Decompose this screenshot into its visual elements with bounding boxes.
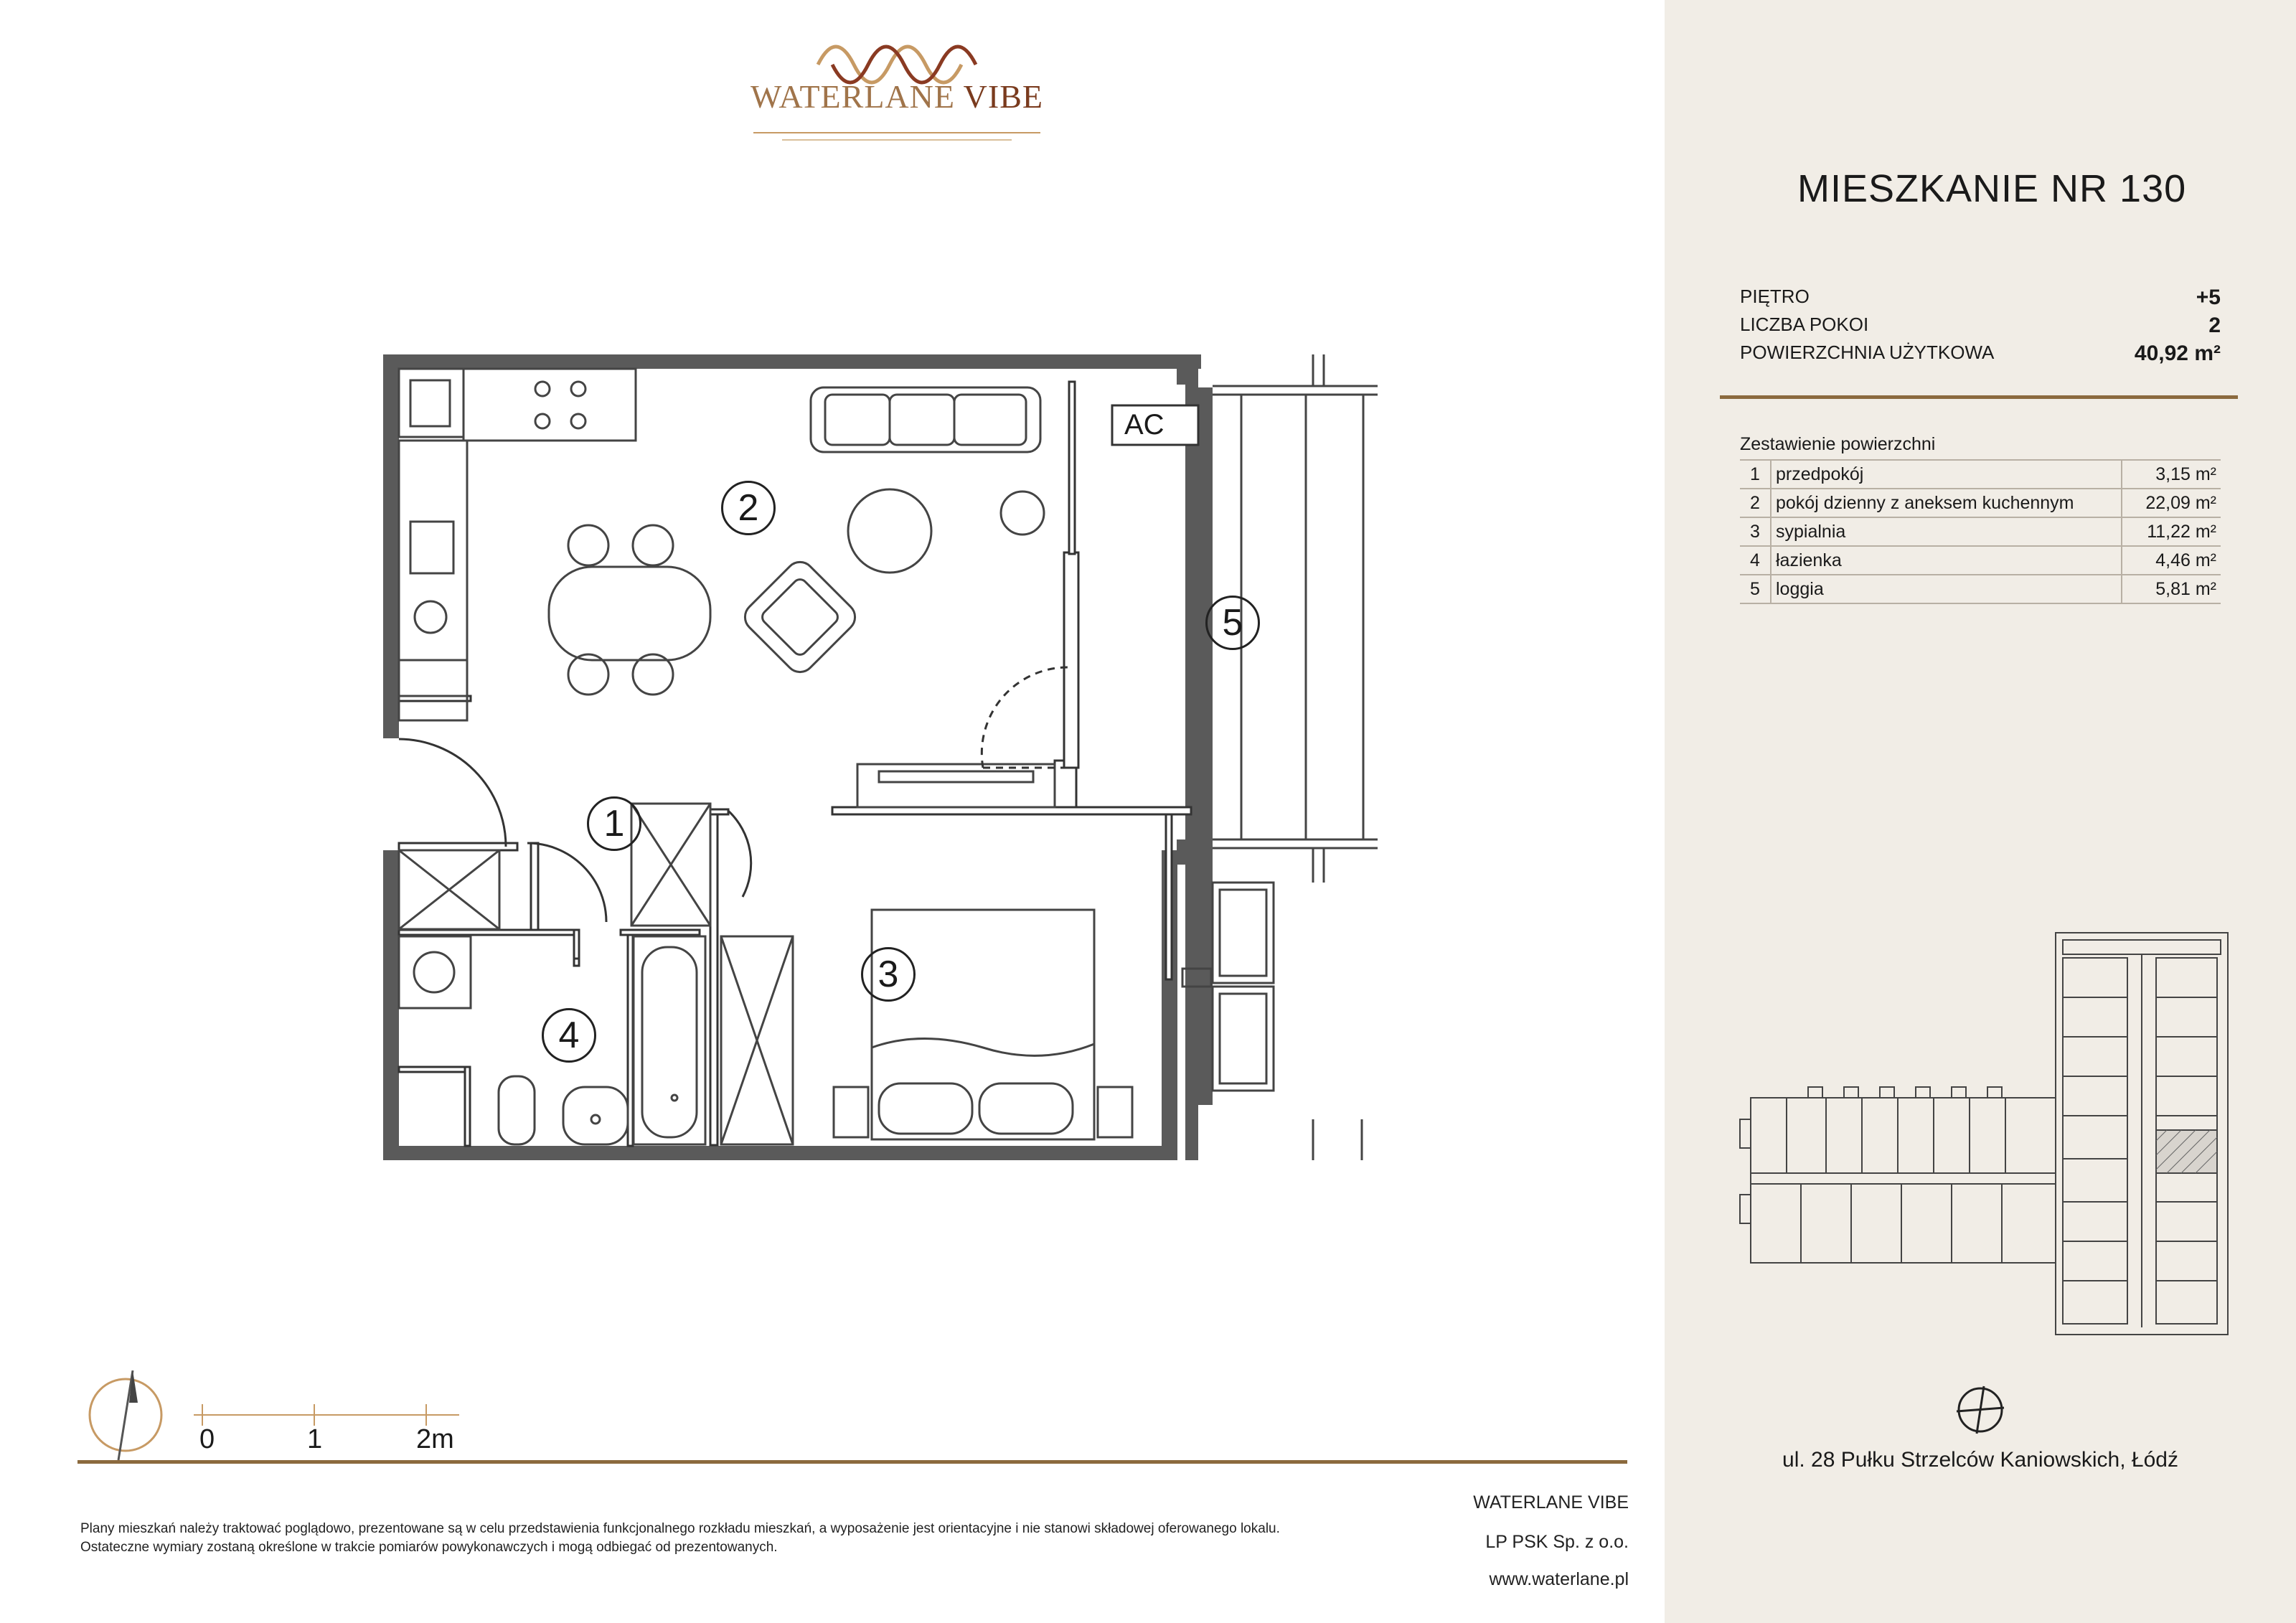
- table-row: [1740, 460, 2221, 489]
- areas-title: Zestawienie powierzchni: [1740, 434, 1936, 454]
- area-name: sypialnia: [1771, 517, 2122, 546]
- info-rule: [1720, 395, 2238, 399]
- footer-company-1: WATERLANE VIBE: [1473, 1492, 1629, 1513]
- table-row: [1740, 489, 2221, 517]
- room-number-3: 3: [861, 947, 916, 1002]
- table-row: [1740, 517, 2221, 546]
- apartment-title: MIESZKANIE NR 130: [1797, 167, 2187, 210]
- building-key-plan: [1736, 926, 2253, 1349]
- bottom-rule: [77, 1460, 1627, 1464]
- area-number: 3: [1740, 517, 1771, 546]
- brand-name-part1: WATERLANE: [751, 78, 955, 115]
- floor-plan-drawing: [359, 337, 1378, 1170]
- rooms-row: [1740, 314, 2221, 341]
- area-number: 5: [1740, 575, 1771, 603]
- area-name: pokój dzienny z aneksem kuchennym: [1771, 489, 2122, 517]
- areas-table: [1740, 459, 2221, 604]
- compass-icon: [1955, 1385, 2005, 1435]
- info-panel: [1665, 0, 2296, 1623]
- address: ul. 28 Pułku Strzelców Kaniowskich, Łódź: [1782, 1448, 2178, 1472]
- area-name: przedpokój: [1771, 460, 2122, 489]
- table-row: [1740, 546, 2221, 575]
- room-number-5: 5: [1205, 596, 1260, 650]
- floor-label: PIĘTRO: [1740, 286, 1810, 307]
- area-size: 11,22 m²: [2122, 517, 2221, 546]
- rooms-value: 2: [2208, 314, 2221, 337]
- footer-website[interactable]: www.waterlane.pl: [1489, 1569, 1629, 1589]
- north-arrow-icon: [90, 1370, 161, 1460]
- scale-label-2: 2m: [416, 1424, 454, 1454]
- scale-label-1: 1: [307, 1424, 323, 1454]
- area-value: 40,92 m²: [2134, 342, 2221, 365]
- brand-name-part2: VIBE: [963, 78, 1043, 115]
- area-number: 4: [1740, 546, 1771, 575]
- rooms-label: LICZBA POKOI: [1740, 314, 1869, 335]
- area-label: POWIERZCHNIA UŻYTKOWA: [1740, 342, 1995, 363]
- room-number-4: 4: [542, 1008, 596, 1063]
- disclaimer-line-1: Plany mieszkań należy traktować poglądowo, prezentowane są w celu przedstawienia funkcjonalnego rozkładu mieszkań, a wyposażenie jest orientacyjne i nie stanowi składowej oferowanego lokalu.: [80, 1521, 1280, 1536]
- area-number: 1: [1740, 460, 1771, 489]
- footer-company-2: LP PSK Sp. z o.o.: [1485, 1532, 1629, 1552]
- disclaimer: [80, 1520, 1444, 1557]
- ac-label: AC: [1124, 409, 1165, 441]
- area-row: [1740, 342, 2221, 369]
- floor-plan: [359, 337, 1378, 1170]
- scale-label-0: 0: [199, 1424, 215, 1454]
- area-size: 5,81 m²: [2122, 575, 2221, 603]
- area-name: loggia: [1771, 575, 2122, 603]
- area-size: 3,15 m²: [2122, 460, 2221, 489]
- area-number: 2: [1740, 489, 1771, 517]
- room-number-2: 2: [721, 481, 776, 535]
- floor-value: +5: [2196, 286, 2221, 309]
- room-number-1: 1: [587, 796, 641, 851]
- disclaimer-line-2: Ostateczne wymiary zostaną określone w trakcie pomiarów powykonawczych i mogą odbiegać od prezentowanych.: [80, 1540, 778, 1555]
- floor-row: [1740, 286, 2221, 313]
- area-size: 4,46 m²: [2122, 546, 2221, 575]
- area-name: łazienka: [1771, 546, 2122, 575]
- brand-name: [718, 77, 1076, 116]
- area-size: 22,09 m²: [2122, 489, 2221, 517]
- table-row: [1740, 575, 2221, 603]
- scale-bar: [79, 1370, 481, 1471]
